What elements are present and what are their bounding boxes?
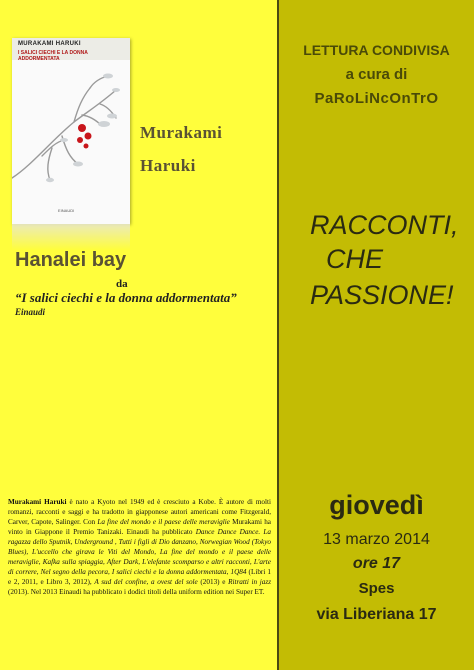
bio-segment: A sud del confine, a ovest del sole <box>94 578 198 586</box>
bio-segment: La fine del mondo e il paese delle meraviglie <box>97 518 230 526</box>
event-date: 13 marzo 2014 <box>323 531 430 548</box>
event-day: giovedì <box>329 490 424 520</box>
bio-segment: è nato a Kyoto nel 1949 ed è cresciuto a Kobe. È autore di molti romanzi, racconti e saggi e ha tradotto in giapponese autori americani come Fitzgerald, Carver, Capote, Salinger. Con <box>8 498 271 526</box>
bio-segment: (2013) e <box>197 578 229 586</box>
event-place: Spes <box>358 580 395 597</box>
book-cover-author: MURAKAMI HARUKI <box>18 41 81 47</box>
book-cover <box>12 38 130 224</box>
slogan-line-3: PASSIONE! <box>310 280 454 310</box>
book-reflection <box>12 224 130 250</box>
story-title: Hanalei bay <box>15 249 127 271</box>
header-line-2: a cura di <box>345 66 408 83</box>
event-address: via Liberiana 17 <box>316 606 437 623</box>
author-first-name: Murakami <box>140 123 223 142</box>
branch-illustration <box>12 60 130 206</box>
slogan-line-2: CHE <box>326 244 384 274</box>
author-biography <box>8 497 271 597</box>
collection-publisher: Einaudi <box>15 307 46 317</box>
book-cover-publisher: EINAUDI <box>58 208 75 213</box>
book-cover-title: I SALICI CIECHI E LA DONNA ADDORMENTATA <box>18 50 88 62</box>
collection-title: “I salici ciechi e la donna addormentata” <box>15 290 237 305</box>
bio-segment: (2013). Nel 2013 Einaudi ha pubblicato i dodici titoli della uniform edition nei Super ET. <box>8 588 265 596</box>
bio-segment: Dance Dance Dance. La ragazza dello Sputnik, Underground , Tutti i figli di Dio danzano, Norwegian Wood (Tokyo Blues), L'uccello che girava le Viti del Mondo, La fine del mondo e il paese delle meraviglie, Kafka sulla spiaggia, After Dark, L'elefante scomparso e altri racconti, L'arte di correre, Nel segno della pecora, I salici ciechi e la donna addormentata, 1Q84 <box>8 528 271 576</box>
bio-segment: Murakami Haruki <box>8 498 67 506</box>
bio-segment: Ritratti in jazz <box>228 578 271 586</box>
event-time: ore 17 <box>352 555 401 572</box>
header-organizer: PaRoLiNcOnTrO <box>314 90 439 107</box>
bio-segment: (Libri 1 e 2, 2011, e Libro 3, 2012), <box>8 568 271 586</box>
from-label: da <box>116 278 128 290</box>
author-last-name: Haruki <box>140 156 196 175</box>
header-line-1: LETTURA CONDIVISA <box>303 42 450 58</box>
bio-segment: Murakami ha vinto in Giappone il Premio Tanizaki. Einaudi ha pubblicato <box>8 518 271 536</box>
slogan-line-1: RACCONTI, <box>310 210 459 240</box>
